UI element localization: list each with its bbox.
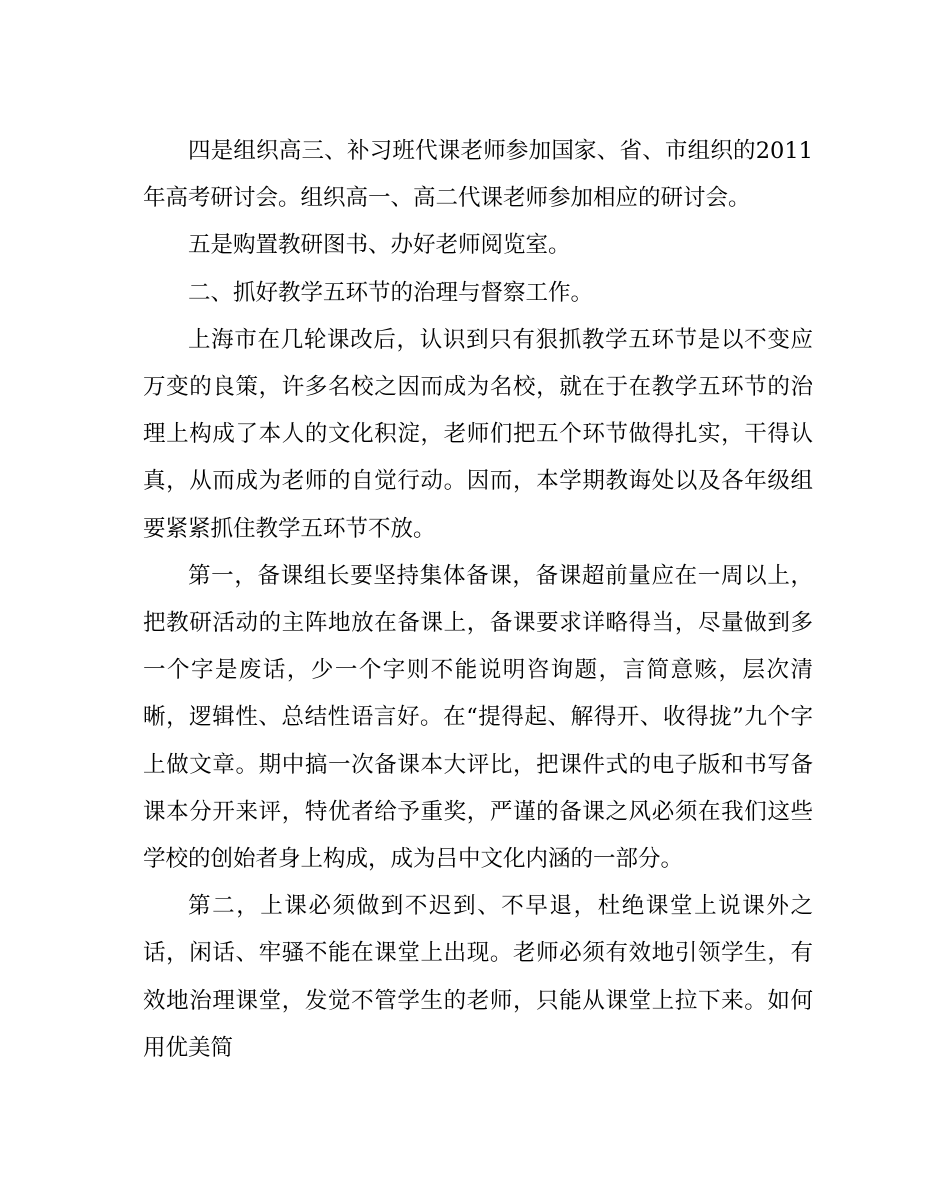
paragraph-reading-room: 五是购置教研图书、办好老师阅览室。 bbox=[188, 232, 571, 259]
section-heading-five-links: 二、抓好教学五环节的治理与督察工作。 bbox=[188, 279, 594, 306]
document-body bbox=[143, 128, 813, 1072]
paragraph-classroom-conduct: 第二，上课必须做到不迟到、不早退，杜绝课堂上说课外之话，闲话、牢骚不能在课堂上出现。老师必须有效地引领学生，有效地治理课堂，发觉不管学生的老师，只能从课堂上拉下来。如何用优美简 bbox=[143, 893, 813, 1061]
paragraph-exam-seminar: 四是组织高三、补习班代课老师参加国家、省、市组织的2011年高考研讨会。组织高一、高二代课老师参加相应的研讨会。 bbox=[143, 138, 813, 212]
paragraph-shanghai-reform: 上海市在几轮课改后，认识到只有狠抓教学五环节是以不变应万变的良策，许多名校之因而成为名校，就在于在教学五环节的治理上构成了本人的文化积淀，老师们把五个环节做得扎实，干得认真，从而成为老师的自觉行动。因而，本学期教诲处以及各年级组要紧紧抓住教学五环节不放。 bbox=[143, 326, 813, 542]
paragraph-lesson-preparation: 第一，备课组长要坚持集体备课，备课超前量应在一周以上，把教研活动的主阵地放在备课上，备课要求详略得当，尽量做到多一个字是废话，少一个字则不能说明咨询题，言简意赅，层次清晰，逻辑性、总结性语言好。在“提得起、解得开、收得拢”九个字上做文章。期中搞一次备课本大评比，把课件式的电子版和书写备课本分开来评，特优者给予重奖，严谨的备课之风必须在我们这些学校的创始者身上构成，成为吕中文化内涵的一部分。 bbox=[143, 562, 813, 873]
